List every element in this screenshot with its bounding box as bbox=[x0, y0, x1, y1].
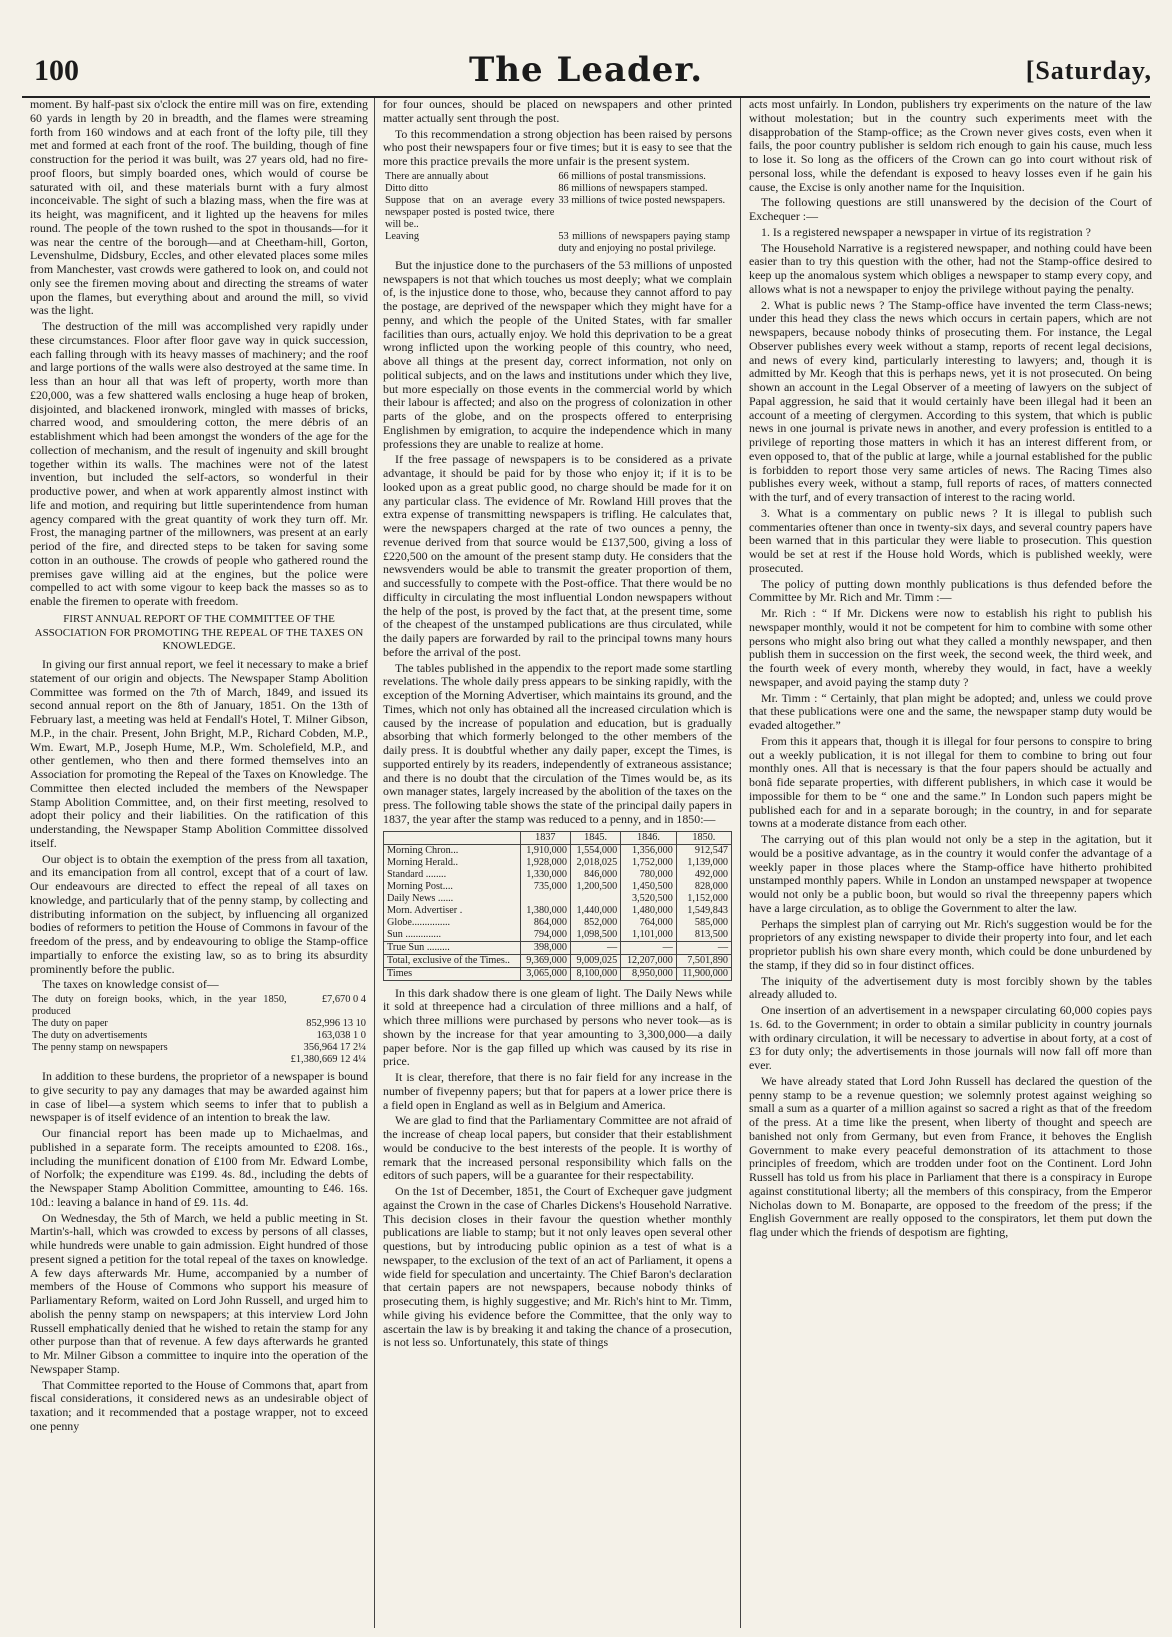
cell: True Sun ......... bbox=[384, 941, 521, 954]
paragraph: 1. Is a registered newspaper a newspaper in virtue of its registration ? bbox=[761, 224, 1091, 239]
paragraph: Our object is to obtain the exemption of the press from all taxation, and its emancipation from all control, except that of a court of law. Our endeavours are directed to effect the repeal of all taxes on knowledge, and particularly that of the penny stamp, by collecting and distributing information on the subject, by influencing all organized bodies of reformers to petition the House of Commons in favour of the freedom of the press, and by endeavouring to oblige the Stamp-office impartially to enforce the existing law, so as to bring its absurdity prominently before the public. bbox=[30, 851, 368, 976]
table-row bbox=[383, 195, 732, 231]
header-day: [Saturday, bbox=[1025, 56, 1152, 85]
paragraph: In addition to these burdens, the proprietor of a newspaper is bound to give security to pay any damages that may be awarded against him in case of libel—a system which seems to infer that to publish a newspaper is of itself evidence of an intention to break the law. bbox=[30, 1069, 368, 1125]
cell: 1,330,000 bbox=[520, 869, 570, 881]
postal-value: 33 millions of twice posted newspapers. bbox=[558, 194, 726, 206]
postal-label: Leaving bbox=[385, 230, 420, 242]
paragraph: In this dark shadow there is one gleam of light. The Daily News while it sold at threepence had a circulation of three millions and a half, of which three millions were purchased by persons who never took—as is shown by the increase for that year amounting to 3,300,000—a daily paper before. Nor is the gap filled up which was caused by its rise in price. bbox=[383, 985, 732, 1069]
paragraph: Perhaps the simplest plan of carrying out Mr. Rich's suggestion would be for the proprietors of any existing newspaper to divide their property into four, and let each proprietor publish his own share every month, which could be done unburdened by the stamp, if they did so in four distinct offices. bbox=[749, 916, 1152, 972]
postal-value: 66 millions of postal transmissions. bbox=[558, 170, 706, 182]
cell bbox=[520, 893, 570, 905]
paragraph: One insertion of an advertisement in a newspaper circulating 60,000 copies pays 1s. 6d. to the Government; in order to obtain a similar publicity in country journals with ordinary circulation, it will be necessary to advertise in about forty, at a cost of £3 for duty only; the advertisements in those journals will now fall off more than ever. bbox=[749, 1003, 1152, 1072]
masthead-title: The Leader. bbox=[468, 50, 704, 90]
cell: 1,152,000 bbox=[676, 893, 731, 905]
paragraph: The Household Narrative is a registered newspaper, and nothing could have been easier than to try this question with the other, had not the Stamp-office desired to keep up the anomalous system which obliges a newspaper to stamp every copy, and allows what is not a newspaper to enjoy the privilege without paying the penalty. bbox=[749, 240, 1152, 296]
table-row bbox=[30, 1018, 368, 1030]
column-header: 1837 bbox=[520, 831, 570, 844]
paragraph: From this it appears that, though it is illegal for four persons to conspire to bring out a weekly publication, it is not illegal for them to combine to bring out four monthly ones. All that is necessary is that the four papers should be actually and bonâ fide separate properties, with different publishers, in which case it would be impossible for them to be “ one and the same.” In London such papers might be published each for and in a separate borough; in the country, in and for separate towns at a moderate distance from each other. bbox=[749, 733, 1152, 831]
cell: 735,000 bbox=[520, 881, 570, 893]
tax-total: £1,380,669 12 4¼ bbox=[290, 1054, 366, 1065]
tax-amount: 163,038 1 0 bbox=[316, 1030, 366, 1041]
paragraph: It is clear, therefore, that there is no fair field for any increase in the number of fivepenny papers; but that for papers at a lower price there is a field open in England as well as in Belgium and America. bbox=[383, 1070, 732, 1112]
paragraph: On the 1st of December, 1851, the Court of Exchequer gave judgment against the Crown in the case of Charles Dickens's Household Narrative. This decision closes in their favour the question whether monthly publications are liable to stamp; but it not only leaves open several other questions, but by introducing public opinion as a test of what is a newspaper, to the exclusion of the text of an act of Parliament, it opens a wide field for speculation and uncertainty. The Chief Baron's declaration that certain papers are not newspapers, because nobody thinks of prosecuting them, is highly suggestive; and Mr. Rich's hint to Mr. Timm, while giving his evidence before the Committee, that the only way to ascertain the law is by breaking it and taking the chance of a prosecution, is not less so. Unfortunately, this state of things bbox=[383, 1184, 732, 1350]
cell: Morning Post.... bbox=[384, 881, 521, 893]
cell: 398,000 bbox=[520, 941, 570, 954]
table-times-row bbox=[384, 967, 732, 980]
postal-value: 86 millions of newspapers stamped. bbox=[558, 182, 708, 194]
cell: 1,752,000 bbox=[621, 857, 677, 869]
paragraph: We have already stated that Lord John Russell has declared the question of the penny stamp to be a revenue question; we solemnly protest against weighing so small a sum as a quarter of a million against so sacred a right as that of the freedom of the press. At a time like the present, when liberty of thought and speech are banished not only from Germany, but even from France, it behoves the English Government to make every peaceful demonstration of its attachment to those principles of freedom, which are trodden under foot on the Continent. Lord John Russell has told us from his place in Parliament that there is a conspiracy in Europe against constitutional liberty; all the members of this conspiracy, from the Emperor Nicholas down to M. Bonaparte, are opposed to the freedom of the press; if the English Government are really opposed to the conspirators, let them put down the flag under which the friends of despotism are fighting, bbox=[749, 1073, 1152, 1239]
page-number: 100 bbox=[34, 54, 79, 87]
tax-amount: 852,996 13 10 bbox=[306, 1018, 366, 1029]
paragraph: On Wednesday, the 5th of March, we held a public meeting in St. Martin's-hall, which was crowded to excess by persons of all classes, while hundreds were unable to gain admission. Eight hundred of those present signed a petition for the total repeal of the taxes on knowledge. A few days afterwards Mr. Hume, accompanied by a number of members of the House of Commons who support his measure of Parliamentary Reform, waited on Lord John Russell, and urged him to abolish the penny stamp on newspapers; at this interview Lord John Russell emphatically denied that he wished to retain the stamp for any other purpose than that of revenue. A few days afterwards he granted to Mr. Milner Gibson a committee to inquire into the operation of the Newspaper Stamp. bbox=[30, 1210, 368, 1376]
paragraph: The destruction of the mill was accomplished very rapidly under these circumstances. Floor after floor gave way in quick succession, each falling through with its heavy masses of machinery; and the roof and large portions of the walls were also destroyed at the same time. In less than an hour all that was left of property, worth more than £20,000, was a few shattered walls enclosing a huge heap of broken, disjointed, and blackened ironwork, mingled with masses of bricks, charred wood, and smouldering cotton, the mere débris of an establishment which had been amongst the wonders of the age for the collection of mechanism, and the result of ingenuity and skill brought together within its walls. The machines were not of the latest invention, but included the self-actors, so wonderful in their productive power, and when at work apparently almost instinct with life and motion, and requiring but little superintendence from human agency compared with the great quantity of work they turn off. Mr. Frost, the managing partner of the millowners, was present at an early period of the fire, and directed steps to be taken for saving some cotton in an outhouse. The crowds of people who gathered round the premises gave willing aid at the engines, but the police were compelled to act with some vigour to keep back the masses so as to enable the firemen to operate with freedom. bbox=[30, 319, 368, 608]
cell: 1,098,500 bbox=[570, 929, 620, 942]
cell bbox=[570, 893, 620, 905]
column-3 bbox=[740, 98, 1152, 1628]
paragraph: We are glad to find that the Parliamentary Committee are not afraid of the increase of cheap local papers, but consider that their establishment would be conducive to the best interests of the people. It is worthy of remark that the increased personal responsibility which falls on the editors of such papers, will be a guarantee for their respectability. bbox=[383, 1113, 732, 1183]
cell: 2,018,025 bbox=[570, 857, 620, 869]
cell: 3,520,500 bbox=[621, 893, 677, 905]
cell: Morning Chron... bbox=[384, 844, 521, 857]
paragraph: That Committee reported to the House of Commons that, apart from fiscal considerations, it considered news as an undesirable object of taxation; and it recommended that a postage wrapper, not to exceed one penny bbox=[30, 1377, 368, 1433]
tax-label: The duty on advertisements bbox=[32, 1030, 148, 1041]
cell: 764,000 bbox=[621, 917, 677, 929]
paragraph: 3. What is a commentary on public news ? It is illegal to publish such commentaries oftener than once in twenty-six days, and several country papers have been warned that in this particular they were liable to prosecution. This question would be set at rest if the House hold Words, which is published weekly, were prosecuted. bbox=[749, 505, 1152, 575]
cell: Morn. Advertiser . bbox=[384, 905, 521, 917]
tax-amount: £7,670 0 4 bbox=[321, 994, 366, 1005]
cell: 1,450,500 bbox=[621, 881, 677, 893]
postal-label: There are annually about bbox=[385, 170, 489, 182]
cell: Standard ........ bbox=[384, 869, 521, 881]
paragraph: The iniquity of the advertisement duty is most forcibly shown by the tables already alluded to. bbox=[749, 973, 1152, 1002]
cell: 11,900,000 bbox=[676, 967, 731, 980]
table-row bbox=[384, 917, 732, 929]
cell: Daily News ...... bbox=[384, 893, 521, 905]
report-heading: FIRST ANNUAL REPORT OF THE COMMITTEE OF THE ASSOCIATION FOR PROMOTING THE REPEAL OF THE TAXES ON KNOWLEDGE. bbox=[34, 612, 364, 653]
cell: 1,554,000 bbox=[570, 844, 620, 857]
cell: 794,000 bbox=[520, 929, 570, 942]
table-row bbox=[30, 1042, 368, 1054]
tax-label: The penny stamp on newspapers bbox=[32, 1042, 168, 1053]
cell: 1,549,843 bbox=[676, 905, 731, 917]
table-row bbox=[383, 231, 732, 255]
table-row bbox=[384, 941, 732, 954]
table-row bbox=[384, 869, 732, 881]
cell: 1,200,500 bbox=[570, 881, 620, 893]
table-row bbox=[384, 929, 732, 942]
table-row bbox=[384, 857, 732, 869]
paragraph: Mr. Rich : “ If Mr. Dickens were now to establish his right to publish his newspaper monthly, would it not be competent for him to combine with some other persons who might also bring out what they called a monthly newspaper, and then publish them in succession on the first week, the second week, the third week, and the fourth week of every month, whereby they would, in fact, have a weekly newspaper, and avoid paying the stamp duty ? bbox=[749, 606, 1152, 689]
table-row bbox=[384, 844, 732, 857]
page-header bbox=[20, 50, 1152, 90]
tax-label: The duty on paper bbox=[32, 1018, 108, 1029]
cell: 1,480,000 bbox=[621, 905, 677, 917]
table-row bbox=[384, 893, 732, 905]
cell: 3,065,000 bbox=[520, 967, 570, 980]
cell: 1,440,000 bbox=[570, 905, 620, 917]
column-2 bbox=[374, 98, 732, 1628]
postal-value: 53 millions of newspapers paying stamp duty and enjoying no postal privilege. bbox=[558, 230, 730, 254]
table-row bbox=[383, 183, 732, 195]
cell: — bbox=[621, 941, 677, 954]
cell: 1,139,000 bbox=[676, 857, 731, 869]
cell: Morning Herald.. bbox=[384, 857, 521, 869]
paragraph: 2. What is public news ? The Stamp-office have invented the term Class-news; under this head they class the news which occurs in certain papers, which are not newspapers, because nobody thinks of prosecuting them. For instance, the Legal Observer publishes every week without a stamp, reports of recent legal decisions, and news of every kind, particularly interesting to lawyers; and, though it is admitted by Mr. Keogh that this is perhaps news, yet it is not prosecuted. On being shown an account in the Legal Observer of a meeting of lawyers on the subject of Papal aggression, he said that it would certainly have been illegal had it been an account of a meeting of clergymen. According to this system, that which is public news in one journal is private news in another, and every profession is entitled to a privilege of reporting those matters in which it has an interest different from, or even opposed to, that of the public at large, while a journal established for the public is forbidden to report those very same articles of news. The Racing Times also publishes every week, without a stamp, full reports of races, of matters connected with the turf, and of every transaction of interest to the racing world. bbox=[749, 297, 1152, 504]
cell: 912,547 bbox=[676, 844, 731, 857]
paragraph: In giving our first annual report, we feel it necessary to make a brief statement of our origin and objects. The Newspaper Stamp Abolition Committee was formed on the 7th of March, 1849, and issued its second annual report on the 8th of January, 1851. On the 13th of February last, a meeting was held at Fendall's Hotel, T. Milner Gibson, M.P., in the chair. Present, John Bright, M.P., Richard Cobden, M.P., Wm. Ewart, M.P., Joseph Hume, M.P., Wm. Scholefield, M.P., and other gentlemen, who then and there formed themselves into an Association for promoting the Repeal of the Taxes on Knowledge. The Committee then elected included the members of the Newspaper Stamp Abolition Committee, and, on their first meeting, resolved to adopt their policy and their liabilities. On the ratification of this understanding, the Newspaper Stamp Abolition Committee dissolved itself. bbox=[30, 657, 368, 850]
paragraph: acts most unfairly. In London, publishers try experiments on the nature of the law without molestation; but in the country such experiments meet with the disapprobation of the Stamp-office; as the Crown never gives costs, even when it fails, the poor country publisher is seldom rich enough to gain his cause, much less to lose it. So long as the officers of the Crown can go into court without risk of personal loss, while the defendant is exposed to heavy losses even if he gain his cause, the Excise is only another name for the Inquisition. bbox=[749, 98, 1152, 194]
table-row bbox=[383, 171, 732, 183]
cell: 1,910,000 bbox=[520, 844, 570, 857]
cell: — bbox=[570, 941, 620, 954]
table-row bbox=[30, 1054, 368, 1066]
cell: 1,356,000 bbox=[621, 844, 677, 857]
column-1 bbox=[30, 98, 368, 1628]
paragraph: for four ounces, should be placed on newspapers and other printed matter actually sent through the post. bbox=[383, 98, 732, 125]
tax-label: The duty on foreign books, which, in the year 1850, produced bbox=[32, 994, 287, 1017]
cell: Sun .............. bbox=[384, 929, 521, 942]
table-row bbox=[30, 1030, 368, 1042]
column-header: 1846. bbox=[621, 831, 677, 844]
cell: 585,000 bbox=[676, 917, 731, 929]
paragraph: The following questions are still unanswered by the decision of the Court of Exchequer :— bbox=[749, 195, 1152, 223]
cell: 492,000 bbox=[676, 869, 731, 881]
postal-label: Ditto ditto bbox=[385, 182, 429, 194]
table-header-row bbox=[384, 831, 732, 844]
table-total-row bbox=[384, 954, 732, 967]
postal-label: Suppose that on an average every newspaper posted is posted twice, there will be.. bbox=[385, 194, 555, 230]
paragraph: But the injustice done to the purchasers of the 53 millions of unposted newspapers is not that which touches us most deeply; what we complain of, is the injustice done to those, who, because they cannot afford to pay the postage, are deprived of the newspaper which they might have for a penny, and which the people of the United States, with far smaller facilities than ours, actually enjoy. We hold this deprivation to be a great wrong inflicted upon the working people of this country, who need, above all things at the present day, correct information, not only on political subjects, and on the laws and institutions under which they live, but more especially on those events in the commercial world by which their labour is affected; and also on the progress of colonization in other parts of the globe, and on the prospects offered to enterprising Englishmen by emigration, to acquire the independence which in many professions they are unable to realize at home. bbox=[383, 257, 732, 451]
column-header bbox=[384, 831, 521, 844]
paragraph: Mr. Timm : “ Certainly, that plan might be adopted; and, unless we could prove that these publications were one and the same, the newspaper stamp duty would be evaded altogether.” bbox=[749, 690, 1152, 732]
paragraph: The tables published in the appendix to the report made some startling revelations. The whole daily press appears to be sinking rapidly, with the exception of the Morning Advertiser, which maintains its ground, and the Times, which not only has obtained all the increased circulation which is caused by the increase of population and education, but is gradually absorbing that which formerly belonged to the other members of the daily press. It is doubtful whether any daily paper, except the Times, is supported entirely by its readers, independently of extraneous assistance; and there is no doubt that the circulation of the Times would be, as its own manager states, largely increased by the abolition of the taxes on the press. The following table shows the state of the principal daily papers in 1837, the year after the stamp was reduced to a penny, and in 1850:— bbox=[383, 660, 732, 826]
table-row bbox=[384, 905, 732, 917]
table-row bbox=[384, 881, 732, 893]
tax-amount: 356,964 17 2¼ bbox=[303, 1042, 366, 1053]
cell: 9,009,025 bbox=[570, 954, 620, 967]
cell: 1,101,000 bbox=[621, 929, 677, 942]
cell: 813,500 bbox=[676, 929, 731, 942]
cell: 8,100,000 bbox=[570, 967, 620, 980]
table-row bbox=[30, 994, 368, 1018]
paragraph: If the free passage of newspapers is to be considered as a private advantage, it should be paid for by those who enjoy it; if it is to be looked upon as a great public good, no charge should be made for it on any particular class. The evidence of Mr. Rowland Hill proves that the extra expense of transmitting newspapers is trifling. He calculates that, were the newspapers charged at the rate of two ounces a penny, the revenue derived from that source would be £137,500, giving a loss of £220,500 on the amount of the present stamp duty. He considers that the newsvenders would be able to transmit the greater proportion of them, and successfully to compete with the Post-office. That there would be no difficulty in circulating the most influential London newspapers without the help of the post, is proved by the fact that, at the present time, some of the cheapest of the unstamped publications are thus circulated, while the daily papers are forwarded by rail to the principal towns many hours before the arrival of the post. bbox=[383, 452, 732, 659]
cell: 852,000 bbox=[570, 917, 620, 929]
cell: 846,000 bbox=[570, 869, 620, 881]
cell: 8,950,000 bbox=[621, 967, 677, 980]
paragraph: moment. By half-past six o'clock the entire mill was on fire, extending 60 yards in length by 20 in breadth, and the flames were streaming forth from 160 windows and at each front of the lofty pile, till they met and formed at each front of the roof. The building, though of fine construction for the period it was built, was 27 years old, had no fire-proof floors, but simply boarded ones, which would of course be saturated with oil, and these materials burnt with a fury almost inconceivable. The sight of such a blazing mass, when the fire was at its height, was magnificent, and it lighted up the heavens for miles round. The people of the town rushed to the spot in thousands—for it was near the centre of the borough—and at Cheetham-hill, Gorton, Levenshulme, Didsbury, Eccles, and other elevated places some miles from Manchester, vast crowds were gathered to look on, and could not only see the firemen moving about and directing the streams of water upon the flames, but everything about and around the mill, so vivid was the light. bbox=[30, 98, 368, 318]
circulation-table bbox=[383, 831, 732, 981]
cell: 1,928,000 bbox=[520, 857, 570, 869]
paragraph: The policy of putting down monthly publications is thus defended before the Committee by Mr. Rich and Mr. Timm :— bbox=[749, 576, 1152, 605]
cell: Times bbox=[384, 967, 521, 980]
taxes-table bbox=[30, 994, 368, 1066]
paragraph: The carrying out of this plan would not only be a step in the agitation, but it would be a positive advantage, as in the country it would confer the advantage of a weekly paper in those places where the Stamp-office have hitherto prohibited unstamped monthly papers. While in London an unstamped newspaper at twopence would not only be a public boon, but would so rival the threepenny papers which have a large circulation, as to oblige the Government to alter the law. bbox=[749, 832, 1152, 915]
column-header: 1850. bbox=[676, 831, 731, 844]
cell: Globe............... bbox=[384, 917, 521, 929]
column-header: 1845. bbox=[570, 831, 620, 844]
paragraph: The taxes on knowledge consist of— bbox=[42, 977, 219, 992]
cell: — bbox=[676, 941, 731, 954]
paragraph: To this recommendation a strong objection has been raised by persons who post their newspapers four or five times; but it is easy to see that the more this practice prevails the more unfair is the present system. bbox=[383, 126, 732, 168]
paragraph: Our financial report has been made up to Michaelmas, and published in a separate form. The receipts amounted to £208. 16s., including the munificent donation of £100 from Mr. Edward Lombe, of Norfolk; the expenditure was £199. 4s. 8d., including the debts of the Newspaper Stamp Abolition Committee, amounting to £46. 16s. 10d.: leaving a balance in hand of £9. 11s. 4d. bbox=[30, 1126, 368, 1209]
cell: 780,000 bbox=[621, 869, 677, 881]
cell: 7,501,890 bbox=[676, 954, 731, 967]
cell: 1,380,000 bbox=[520, 905, 570, 917]
postal-table bbox=[383, 171, 732, 255]
cell: 12,207,000 bbox=[621, 954, 677, 967]
cell: 828,000 bbox=[676, 881, 731, 893]
cell: 864,000 bbox=[520, 917, 570, 929]
cell: Total, exclusive of the Times.. bbox=[384, 954, 521, 967]
cell: 9,369,000 bbox=[520, 954, 570, 967]
